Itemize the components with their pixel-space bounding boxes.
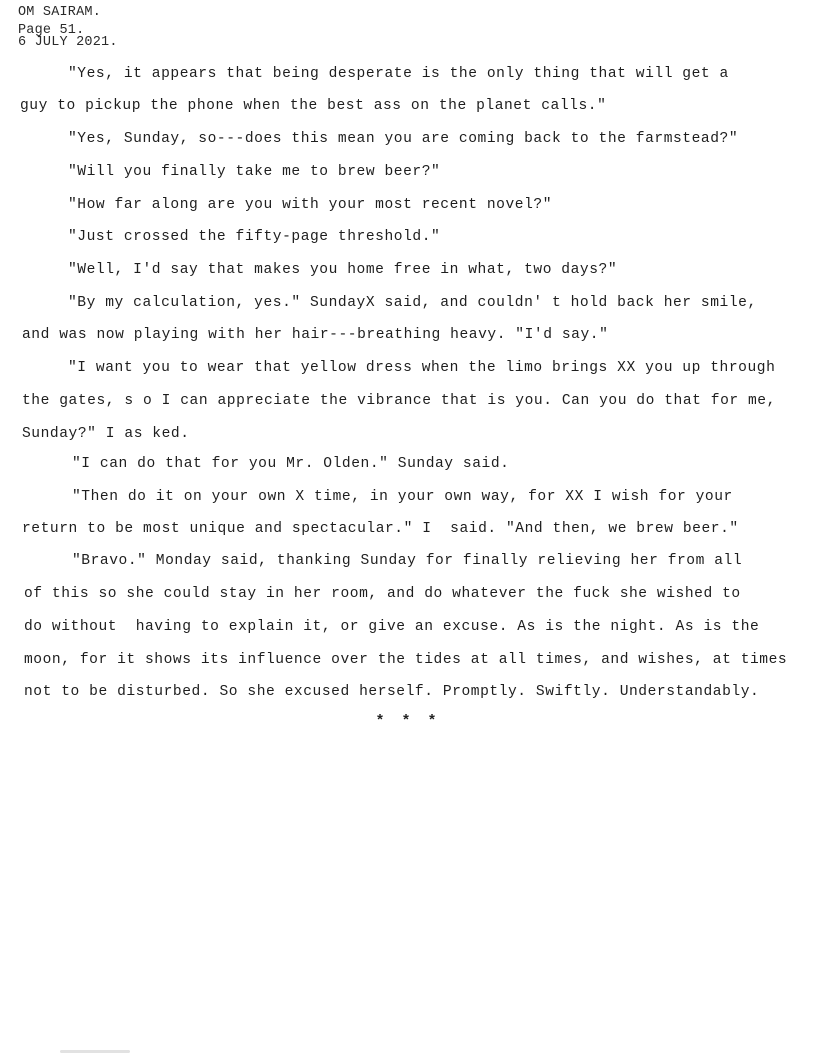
body-line: guy to pickup the phone when the best ass on the planet calls." [20,98,607,114]
body-line: "Yes, it appears that being desperate is the only thing that will get a [68,66,729,82]
body-line: and was now playing with her hair---breathing heavy. "I'd say." [22,327,609,343]
body-line: Sunday?" I as ked. [22,426,190,442]
ink-smudge [60,1050,130,1053]
body-line: return to be most unique and spectacular." I said. "And then, we brew beer." [22,521,739,537]
body-line: "Will you finally take me to brew beer?" [68,164,441,180]
section-separator: * * * [375,713,441,730]
header-date: 6 JULY 2021. [18,35,118,50]
body-line: "Yes, Sunday, so---does this mean you are coming back to the farmstead?" [68,131,739,147]
body-line: "Well, I'd say that makes you home free in what, two days?" [68,262,618,278]
body-line: moon, for it shows its influence over the tides at all times, and wishes, at times [24,652,788,668]
body-line: the gates, s o I can appreciate the vibrance that is you. Can you do that for me, [22,393,776,409]
body-line: do without having to explain it, or give an excuse. As is the night. As is the [24,619,760,635]
body-line: "Just crossed the fifty-page threshold." [68,229,441,245]
body-line: "How far along are you with your most recent novel?" [68,197,552,213]
body-line: "I can do that for you Mr. Olden." Sunday said. [72,456,510,472]
header-page-number: Page 51. [18,23,85,38]
body-line: "By my calculation, yes." SundayX said, and couldn' t hold back her smile, [68,295,757,311]
body-line: "Then do it on your own X time, in your own way, for XX I wish for your [72,489,733,505]
body-line: "I want you to wear that yellow dress when the limo brings XX you up through [68,360,776,376]
body-line: not to be disturbed. So she excused herself. Promptly. Swiftly. Understandably. [24,684,760,700]
header-om-sairam: OM SAIRAM. [18,5,102,20]
body-line: of this so she could stay in her room, and do whatever the fuck she wished to [24,586,741,602]
body-line: "Bravo." Monday said, thanking Sunday for finally relieving her from all [72,553,743,569]
